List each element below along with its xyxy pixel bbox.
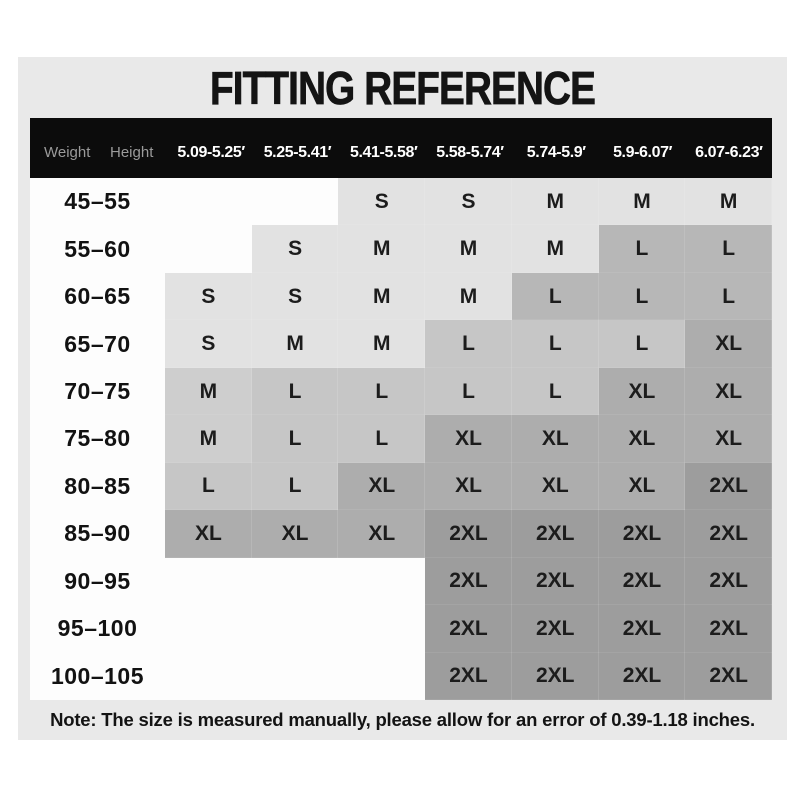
size-cell: L [512, 320, 599, 367]
weight-column-header: Weight [44, 144, 91, 161]
size-cell: L [338, 368, 425, 415]
size-cell: M [165, 415, 252, 462]
size-cell: 2XL [599, 510, 686, 557]
size-cell [338, 558, 425, 605]
size-cell: S [165, 273, 252, 320]
size-cell: XL [512, 415, 599, 462]
height-range-label: 5.25-5.41′ [263, 143, 332, 161]
size-cell: 2XL [685, 653, 772, 700]
size-table [30, 178, 772, 700]
size-cell: 2XL [425, 510, 512, 557]
size-cell [165, 558, 252, 605]
weight-range-label: 85–90 [64, 520, 131, 547]
size-cell [252, 653, 339, 700]
size-cell: XL [425, 463, 512, 510]
table-row [30, 653, 772, 700]
size-cell: S [252, 273, 339, 320]
size-cell: L [425, 368, 512, 415]
table-row [30, 463, 772, 510]
weight-range-label: 70–75 [64, 378, 131, 405]
size-cell: M [512, 178, 599, 225]
size-cell: S [425, 178, 512, 225]
size-cell [338, 605, 425, 652]
size-cell: XL [599, 463, 686, 510]
size-cell: L [512, 273, 599, 320]
table-row [30, 510, 772, 557]
size-cell [338, 653, 425, 700]
weight-range-label: 80–85 [64, 472, 131, 499]
table-row [30, 225, 772, 272]
weight-range-label: 55–60 [64, 235, 131, 262]
size-cell: L [685, 225, 772, 272]
size-cell: XL [685, 415, 772, 462]
size-cell: 2XL [599, 653, 686, 700]
size-cell: 2XL [512, 653, 599, 700]
size-cell: M [512, 225, 599, 272]
table-header-bar [30, 118, 772, 178]
weight-range-label: 90–95 [64, 567, 131, 594]
size-cell: XL [599, 368, 686, 415]
size-cell: 2XL [425, 605, 512, 652]
size-cell: M [252, 320, 339, 367]
height-range-headers [168, 127, 772, 178]
size-cell: 2XL [512, 510, 599, 557]
size-cell: XL [252, 510, 339, 557]
size-cell: M [338, 273, 425, 320]
height-range-label: 5.9-6.07′ [613, 143, 673, 161]
size-cell: L [599, 273, 686, 320]
size-cell: 2XL [512, 558, 599, 605]
table-row [30, 320, 772, 367]
size-cell: XL [685, 320, 772, 367]
table-row [30, 178, 772, 225]
size-cell [165, 225, 252, 272]
size-cell: 2XL [599, 558, 686, 605]
height-range-label: 5.58-5.74′ [436, 143, 504, 161]
size-cell [165, 605, 252, 652]
weight-range-label: 60–65 [64, 283, 131, 310]
size-cell: L [252, 463, 339, 510]
size-cell: XL [685, 368, 772, 415]
size-cell: S [165, 320, 252, 367]
table-row [30, 558, 772, 605]
size-cell: S [338, 178, 425, 225]
weight-range-label: 75–80 [64, 425, 131, 452]
size-cell: XL [338, 510, 425, 557]
size-cell: XL [425, 415, 512, 462]
size-cell: 2XL [425, 653, 512, 700]
weight-range-label: 65–70 [64, 330, 131, 357]
size-cell: M [338, 320, 425, 367]
size-cell: S [252, 225, 339, 272]
size-cell [165, 653, 252, 700]
weight-range-label: 100–105 [50, 662, 145, 689]
size-cell: XL [512, 463, 599, 510]
height-range-label: 6.07-6.23′ [695, 143, 763, 161]
size-cell [252, 178, 339, 225]
height-range-label: 5.41-5.58′ [349, 143, 418, 161]
size-cell: 2XL [599, 605, 686, 652]
table-row [30, 273, 772, 320]
height-column-header: Height [110, 144, 154, 161]
size-cell: 2XL [685, 463, 772, 510]
weight-range-label: 45–55 [64, 188, 131, 215]
size-cell: M [425, 273, 512, 320]
size-cell: L [599, 225, 686, 272]
size-cell [165, 178, 252, 225]
size-cell: L [252, 368, 339, 415]
size-cell: L [252, 415, 339, 462]
page-title: FITTING REFERENCE [209, 62, 596, 114]
size-cell: XL [599, 415, 686, 462]
size-cell: L [512, 368, 599, 415]
size-cell: M [425, 225, 512, 272]
height-range-label: 5.74-5.9′ [526, 143, 586, 161]
size-cell: L [165, 463, 252, 510]
size-cell: M [685, 178, 772, 225]
size-chart-panel [18, 57, 787, 740]
size-cell: M [599, 178, 686, 225]
size-cell [252, 558, 339, 605]
size-cell: M [165, 368, 252, 415]
size-cell: L [338, 415, 425, 462]
size-cell: 2XL [685, 605, 772, 652]
size-cell: L [599, 320, 686, 367]
size-cell: 2XL [685, 558, 772, 605]
size-cell: L [425, 320, 512, 367]
size-cell: 2XL [685, 510, 772, 557]
size-cell: M [338, 225, 425, 272]
size-cell: L [685, 273, 772, 320]
size-cell: XL [165, 510, 252, 557]
weight-range-label: 95–100 [57, 615, 138, 642]
size-cell [252, 605, 339, 652]
table-row [30, 415, 772, 462]
size-cell: XL [338, 463, 425, 510]
size-cell: 2XL [425, 558, 512, 605]
note-text: Note: The size is measured manually, please allow for an error of 0.39-1.18 inches. [50, 709, 755, 730]
height-range-label: 5.09-5.25′ [177, 143, 245, 161]
table-row [30, 605, 772, 652]
size-cell: 2XL [512, 605, 599, 652]
table-row [30, 368, 772, 415]
